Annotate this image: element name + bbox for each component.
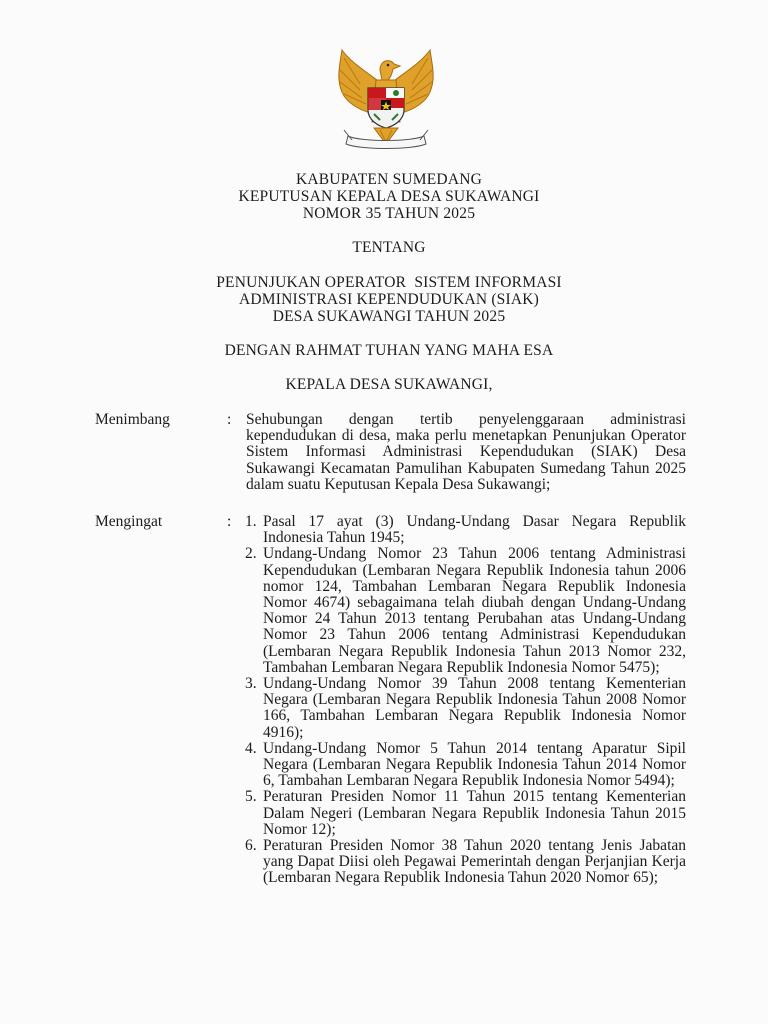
decree-title: KEPUTUSAN KEPALA DESA SUKAWANGI bbox=[238, 188, 540, 205]
document-heading bbox=[0, 171, 768, 222]
invocation: DENGAN RAHMAT TUHAN YANG MAHA ESA bbox=[224, 342, 554, 359]
decree-number: NOMOR 35 TAHUN 2025 bbox=[302, 205, 476, 222]
mengingat-colon: : bbox=[227, 513, 232, 530]
mengingat-label: Mengingat bbox=[95, 513, 163, 530]
menimbang-text: Sehubungan dengan tertib penyelenggaraan administrasi kependudukan di desa, maka perlu menetapkan Penunjukan Operator Sistem Informasi Administrasi Kependudukan (SIAK) Desa Sukawangi Kecamatan Pamulihan Kabupaten Sumedang Tahun 2025 dalam suatu Keputusan Kepala Desa Sukawangi; bbox=[246, 411, 686, 493]
list-item-text: Undang-Undang Nomor 23 Tahun 2006 tentang Administrasi Kependudukan (Lembaran Negara Republik Indonesia tahun 2006 nomor 124, Tambahan Lembaran Negara Republik Indonesia Nomor 4674) sebagaimana telah diubah dengan Undang-Undang Nomor 24 Tahun 2013 tentang Perubahan atas Undang-Undang Nomor 23 Tahun 2006 tentang Administrasi Kependudukan (Lembaran Negara Republik Indonesia Tahun 2013 Nomor 232, Tambahan Lembaran Negara Republik Indonesia Nomor 5475); bbox=[263, 545, 686, 676]
list-item-text: Undang-Undang Nomor 39 Tahun 2008 tentang Kementerian Negara (Lembaran Negara Republik Indonesia Tahun 2008 Nomor 166, Tambahan Lembaran Negara Republik Indonesia Nomor 4916); bbox=[263, 675, 686, 741]
list-item-number: 2. bbox=[245, 545, 257, 563]
tentang-heading: TENTANG bbox=[352, 239, 426, 256]
list-item-text: Undang-Undang Nomor 5 Tahun 2014 tentang Aparatur Sipil Negara (Lembaran Negara Republik Indonesia Tahun 2014 Nomor 6, Tambahan Lembaran Negara Republik Indonesia Nomor 5494); bbox=[263, 739, 686, 790]
list-item bbox=[245, 741, 686, 790]
regency-name: KABUPATEN SUMEDANG bbox=[295, 171, 483, 188]
list-item-text: Peraturan Presiden Nomor 11 Tahun 2015 tentang Kementerian Dalam Negeri (Lembaran Negara Republik Indonesia Tahun 2015 Nomor 12); bbox=[263, 788, 686, 838]
list-item-number: 3. bbox=[245, 675, 257, 693]
list-item-number: 4. bbox=[245, 739, 257, 757]
subject-line-2: ADMINISTRASI KEPENDUDUKAN (SIAK) bbox=[238, 291, 540, 308]
issuing-official: KEPALA DESA SUKAWANGI, bbox=[285, 376, 493, 393]
list-item-number: 5. bbox=[245, 788, 257, 806]
list-item bbox=[245, 676, 686, 741]
subject-line-1: PENUNJUKAN OPERATOR SISTEM INFORMASI bbox=[216, 274, 562, 291]
mengingat-list bbox=[245, 514, 686, 887]
list-item-text: Peraturan Presiden Nomor 38 Tahun 2020 tentang Jenis Jabatan yang Dapat Diisi oleh Pegawai Pemerintah dengan Perjanjian Kerja (Lembaran Negara Republik Indonesia Tahun 2020 Nomor 65); bbox=[263, 837, 686, 887]
list-item-number: 6. bbox=[245, 837, 257, 855]
subject-line-3: DESA SUKAWANGI TAHUN 2025 bbox=[272, 308, 506, 325]
menimbang-label: Menimbang bbox=[95, 411, 170, 428]
list-item bbox=[245, 546, 686, 676]
garuda-emblem bbox=[330, 44, 442, 154]
list-item bbox=[245, 789, 686, 838]
list-item-number: 1. bbox=[245, 513, 257, 530]
list-item bbox=[245, 838, 686, 887]
menimbang-colon: : bbox=[227, 411, 232, 428]
list-item-text: Pasal 17 ayat (3) Undang-Undang Dasar Negara Republik Indonesia Tahun 1945; bbox=[263, 513, 686, 547]
garuda-emblem-icon bbox=[330, 44, 442, 154]
list-item bbox=[245, 514, 686, 546]
decree-subject bbox=[0, 274, 768, 325]
